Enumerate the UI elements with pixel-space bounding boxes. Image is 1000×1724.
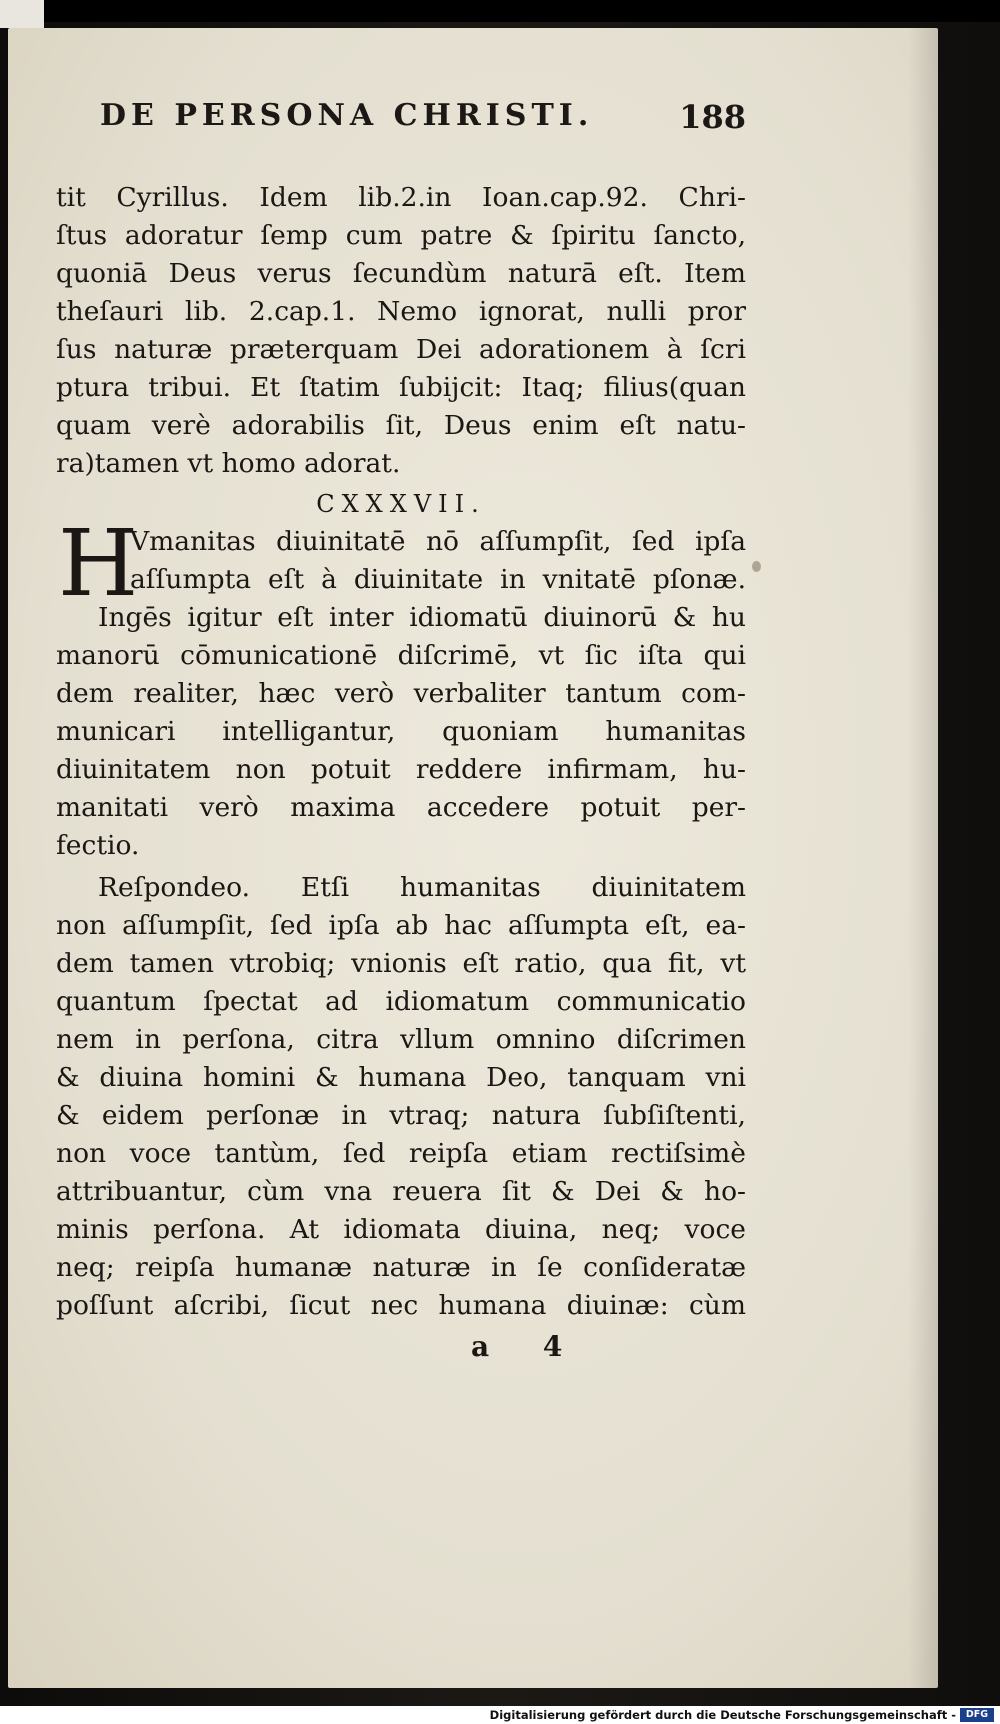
paper-speck: [752, 561, 761, 572]
text-line: diuinitatem non potuit reddere infirmam, hu-: [56, 754, 746, 785]
text-line: ſtus adoratur ſemp cum patre & ſpiritu ſancto,: [56, 220, 746, 251]
text-line: dem tamen vtrobiq; vnionis eſt ratio, qua fit, vt: [56, 948, 746, 979]
signature-mark: a 4: [471, 1330, 585, 1363]
text-line: poſſunt aſcribi, ſicut nec humana diuinæ: cùm: [56, 1290, 746, 1321]
text-line: manitati verò maxima accedere potuit per-: [56, 792, 746, 823]
dfg-logo: DFG: [960, 1708, 994, 1722]
section-heading: CXXXVII.: [316, 490, 486, 518]
text-line: minis perſona. At idiomata diuina, neq; voce: [56, 1214, 746, 1245]
text-line: quoniā Deus verus ſecundùm naturā eſt. Item: [56, 258, 746, 289]
text-line: Ingēs igitur eſt inter idiomatū diuinorū & hu: [98, 602, 746, 633]
text-line: tit Cyrillus. Idem lib.2.in Ioan.cap.92. Chri-: [56, 182, 746, 213]
text-line: dem realiter, hæc verò verbaliter tantum com-: [56, 678, 746, 709]
text-line: attribuantur, cùm vna reuera ſit & Dei & ho-: [56, 1176, 746, 1207]
text-line: aſſumpta eſt à diuinitate in vnitatē pſonæ.: [130, 564, 746, 595]
book-page: [8, 28, 938, 1688]
text-line: ſus naturæ præterquam Dei adorationem à ſcri: [56, 334, 746, 365]
top-dark-strip: [0, 0, 1000, 22]
text-line: neq; reipſa humanæ naturæ in ſe conſideratæ: [56, 1252, 746, 1283]
text-line: ptura tribui. Et ſtatim ſubijcit: Itaq; filius(quan: [56, 372, 746, 403]
text-line: theſauri lib. 2.cap.1. Nemo ignorat, nulli pror: [56, 296, 746, 327]
text-line: non voce tantùm, ſed reipſa etiam rectiſsimè: [56, 1138, 746, 1169]
text-line: & diuina homini & humana Deo, tanquam vni: [56, 1062, 746, 1093]
text-line: ra)tamen vt homo adorat.: [56, 448, 401, 479]
text-line: non aſſumpſit, ſed ipſa ab hac aſſumpta eſt, ea-: [56, 910, 746, 941]
text-line: municari intelligantur, quoniam humanitas: [56, 716, 746, 747]
page-header: [56, 98, 746, 148]
page-number: 188: [679, 98, 746, 136]
drop-cap: H: [58, 510, 139, 617]
text-line: Reſpondeo. Etſi humanitas diuinitatem: [98, 872, 746, 903]
text-line: nem in perſona, citra vllum omnino diſcrimen: [56, 1024, 746, 1055]
running-head: DE PERSONA CHRISTI.: [100, 98, 594, 133]
funding-credit: Digitalisierung gefördert durch die Deutsche Forschungsgemeinschaft -: [489, 1708, 956, 1722]
text-line: Vmanitas diuinitatē nō aſſumpſit, ſed ipſa: [130, 526, 746, 557]
paper-tab: [0, 0, 44, 28]
text-line: & eidem perſonæ in vtraq; natura ſubſiſtenti,: [56, 1100, 746, 1131]
text-line: manorū cōmunicationē diſcrimē, vt ſic iſta qui: [56, 640, 746, 671]
text-line: quantum ſpectat ad idiomatum communicatio: [56, 986, 746, 1017]
text-line: fectio.: [56, 830, 140, 861]
page-edge-shade: [908, 28, 938, 1688]
text-line: quam verè adorabilis ſit, Deus enim eſt natu-: [56, 410, 746, 441]
